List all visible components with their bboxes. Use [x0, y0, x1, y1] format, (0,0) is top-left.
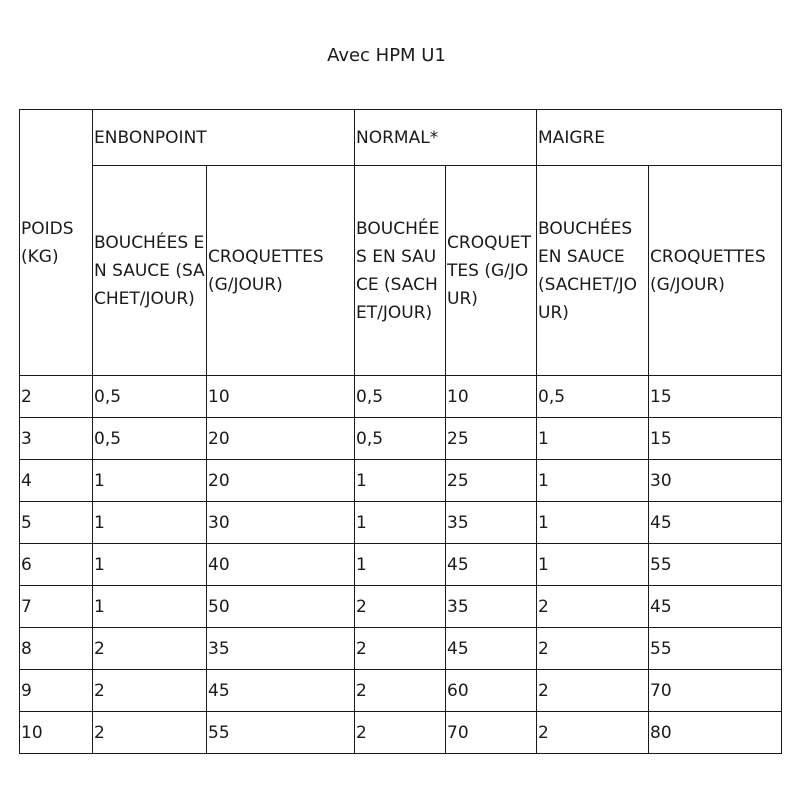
- maigre-bouchees-cell: 2: [537, 712, 649, 754]
- poids-cell: 9: [20, 670, 93, 712]
- group-header-enbonpoint: ENBONPOINT: [93, 110, 355, 166]
- poids-cell: 5: [20, 502, 93, 544]
- enbonpoint-croquettes-cell: 50: [207, 586, 355, 628]
- maigre-croquettes-cell: 30: [649, 460, 782, 502]
- normal-bouchees-cell: 1: [355, 460, 446, 502]
- table-row: [20, 670, 782, 712]
- maigre-bouchees-cell: 1: [537, 544, 649, 586]
- normal-bouchees-cell: 1: [355, 502, 446, 544]
- enbonpoint-bouchees-cell: 1: [93, 586, 207, 628]
- table-row: [20, 586, 782, 628]
- maigre-croquettes-cell: 80: [649, 712, 782, 754]
- group-header-normal: NORMAL*: [355, 110, 537, 166]
- normal-croquettes-cell: 45: [446, 628, 537, 670]
- poids-header: POIDS (KG): [20, 110, 93, 376]
- sub-header-maigre-croquettes: CROQUETTES (G/JOUR): [649, 166, 782, 376]
- normal-bouchees-cell: 0,5: [355, 418, 446, 460]
- maigre-bouchees-cell: 2: [537, 586, 649, 628]
- enbonpoint-bouchees-cell: 2: [93, 712, 207, 754]
- normal-bouchees-cell: 2: [355, 712, 446, 754]
- maigre-bouchees-cell: 0,5: [537, 376, 649, 418]
- enbonpoint-bouchees-cell: 2: [93, 670, 207, 712]
- table-row: [20, 712, 782, 754]
- normal-croquettes-cell: 25: [446, 418, 537, 460]
- poids-cell: 2: [20, 376, 93, 418]
- table-row: [20, 376, 782, 418]
- normal-croquettes-cell: 45: [446, 544, 537, 586]
- enbonpoint-croquettes-cell: 30: [207, 502, 355, 544]
- table-row: [20, 544, 782, 586]
- maigre-bouchees-cell: 1: [537, 502, 649, 544]
- enbonpoint-bouchees-cell: 0,5: [93, 418, 207, 460]
- poids-cell: 8: [20, 628, 93, 670]
- enbonpoint-croquettes-cell: 35: [207, 628, 355, 670]
- maigre-croquettes-cell: 15: [649, 418, 782, 460]
- poids-cell: 4: [20, 460, 93, 502]
- sub-header-row: [20, 166, 782, 376]
- sub-header-enbonpoint-croquettes: CROQUETTES (G/JOUR): [207, 166, 355, 376]
- page-title: Avec HPM U1: [327, 45, 446, 66]
- table-row: [20, 502, 782, 544]
- enbonpoint-croquettes-cell: 20: [207, 460, 355, 502]
- normal-croquettes-cell: 35: [446, 586, 537, 628]
- enbonpoint-bouchees-cell: 0,5: [93, 376, 207, 418]
- maigre-bouchees-cell: 2: [537, 670, 649, 712]
- table-row: [20, 418, 782, 460]
- maigre-croquettes-cell: 45: [649, 502, 782, 544]
- sub-header-maigre-bouchees: BOUCHÉES EN SAUCE (SACHET/JOUR): [537, 166, 649, 376]
- maigre-bouchees-cell: 1: [537, 418, 649, 460]
- normal-bouchees-cell: 2: [355, 628, 446, 670]
- maigre-bouchees-cell: 1: [537, 460, 649, 502]
- maigre-croquettes-cell: 15: [649, 376, 782, 418]
- enbonpoint-croquettes-cell: 10: [207, 376, 355, 418]
- normal-bouchees-cell: 1: [355, 544, 446, 586]
- enbonpoint-bouchees-cell: 2: [93, 628, 207, 670]
- enbonpoint-croquettes-cell: 40: [207, 544, 355, 586]
- maigre-croquettes-cell: 45: [649, 586, 782, 628]
- normal-bouchees-cell: 0,5: [355, 376, 446, 418]
- table-row: [20, 460, 782, 502]
- poids-cell: 7: [20, 586, 93, 628]
- enbonpoint-croquettes-cell: 20: [207, 418, 355, 460]
- feeding-table: [19, 109, 782, 754]
- poids-cell: 6: [20, 544, 93, 586]
- normal-croquettes-cell: 70: [446, 712, 537, 754]
- maigre-croquettes-cell: 55: [649, 544, 782, 586]
- normal-croquettes-cell: 35: [446, 502, 537, 544]
- enbonpoint-croquettes-cell: 55: [207, 712, 355, 754]
- maigre-croquettes-cell: 70: [649, 670, 782, 712]
- group-header-row: [20, 110, 782, 166]
- enbonpoint-bouchees-cell: 1: [93, 502, 207, 544]
- poids-cell: 3: [20, 418, 93, 460]
- enbonpoint-bouchees-cell: 1: [93, 544, 207, 586]
- maigre-croquettes-cell: 55: [649, 628, 782, 670]
- normal-croquettes-cell: 10: [446, 376, 537, 418]
- sub-header-normal-bouchees: BOUCHÉES EN SAUCE (SACHET/JOUR): [355, 166, 446, 376]
- sub-header-enbonpoint-bouchees: BOUCHÉES EN SAUCE (SACHET/JOUR): [93, 166, 207, 376]
- normal-croquettes-cell: 25: [446, 460, 537, 502]
- group-header-maigre: MAIGRE: [537, 110, 782, 166]
- poids-cell: 10: [20, 712, 93, 754]
- normal-bouchees-cell: 2: [355, 586, 446, 628]
- normal-croquettes-cell: 60: [446, 670, 537, 712]
- maigre-bouchees-cell: 2: [537, 628, 649, 670]
- enbonpoint-bouchees-cell: 1: [93, 460, 207, 502]
- normal-bouchees-cell: 2: [355, 670, 446, 712]
- enbonpoint-croquettes-cell: 45: [207, 670, 355, 712]
- sub-header-normal-croquettes: CROQUETTES (G/JOUR): [446, 166, 537, 376]
- table-row: [20, 628, 782, 670]
